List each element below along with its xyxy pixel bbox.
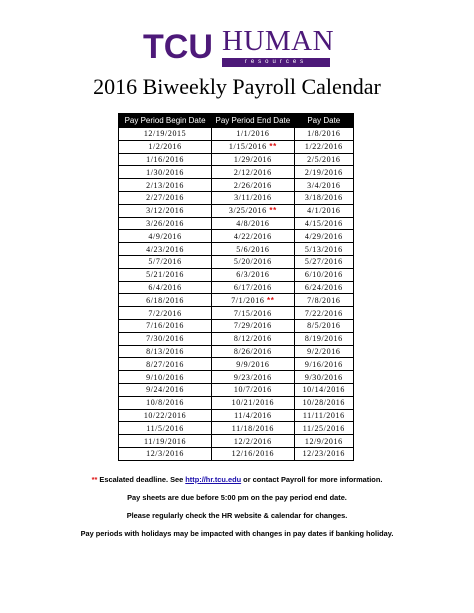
end-date-cell [212,268,295,281]
end-date-text: 10/21/2016 [231,398,275,408]
table-row [119,217,354,230]
end-date-text: 1/1/2016 [236,129,270,139]
pay-date-cell: 4/1/2016 [294,204,353,217]
begin-date-cell: 10/8/2016 [119,396,212,409]
pay-date-cell: 1/22/2016 [294,140,353,153]
end-date-text: 6/3/2016 [236,270,270,280]
footnotes [0,474,474,546]
end-date-cell [212,307,295,320]
end-date-text: 5/6/2016 [236,244,270,254]
end-date-text: 12/16/2016 [231,449,275,459]
end-date-cell [212,371,295,384]
table-row [119,179,354,192]
escalation-mark: ** [269,206,277,216]
pay-date-cell: 9/16/2016 [294,358,353,371]
table-row [119,307,354,320]
note-escalated-prefix: Escalated deadline. See [97,475,186,484]
begin-date-cell: 12/3/2016 [119,447,212,460]
begin-date-cell: 7/30/2016 [119,332,212,345]
table-header-row [119,114,354,128]
end-date-cell [212,383,295,396]
column-header-pay: Pay Date [294,114,353,128]
begin-date-cell: 6/18/2016 [119,294,212,307]
begin-date-cell: 9/24/2016 [119,383,212,396]
end-date-text: 5/20/2016 [233,257,272,267]
payroll-table [118,113,354,461]
begin-date-cell: 2/27/2016 [119,191,212,204]
end-date-text: 7/29/2016 [233,321,272,331]
table-row [119,255,354,268]
pay-date-cell: 11/11/2016 [294,409,353,422]
pay-date-cell: 12/9/2016 [294,435,353,448]
end-date-text: 4/8/2016 [236,218,270,228]
pay-date-cell: 2/5/2016 [294,153,353,166]
table-row [119,140,354,153]
end-date-text: 12/2/2016 [233,436,272,446]
table-row [119,371,354,384]
end-date-text: 10/7/2016 [233,385,272,395]
end-date-text: 3/25/2016 [228,206,267,216]
end-date-text: 11/4/2016 [234,410,272,420]
table-row [119,128,354,141]
pay-date-cell: 6/24/2016 [294,281,353,294]
end-date-text: 8/26/2016 [233,346,272,356]
end-date-text: 2/12/2016 [233,167,272,177]
pay-date-cell: 8/19/2016 [294,332,353,345]
end-date-cell [212,204,295,217]
end-date-text: 1/15/2016 [228,142,267,152]
begin-date-cell: 5/21/2016 [119,268,212,281]
end-date-text: 7/1/2016 [231,295,265,305]
pay-date-cell: 10/14/2016 [294,383,353,396]
note-escalated [0,474,474,485]
begin-date-cell: 11/5/2016 [119,422,212,435]
page-title: 2016 Biweekly Payroll Calendar [93,74,381,99]
end-date-cell [212,396,295,409]
end-date-cell [212,166,295,179]
begin-date-cell: 5/7/2016 [119,255,212,268]
table-row [119,294,354,307]
begin-date-cell: 4/23/2016 [119,243,212,256]
begin-date-cell: 1/30/2016 [119,166,212,179]
begin-date-cell: 6/4/2016 [119,281,212,294]
begin-date-cell: 9/10/2016 [119,371,212,384]
end-date-text: 4/22/2016 [233,231,272,241]
tcu-logo-text: TCU [143,28,213,62]
end-date-cell [212,191,295,204]
begin-date-cell: 2/13/2016 [119,179,212,192]
table-row [119,243,354,256]
table-row [119,396,354,409]
end-date-text: 9/9/2016 [236,359,270,369]
pay-date-cell: 8/5/2016 [294,319,353,332]
escalation-mark: ** [267,295,275,305]
pay-date-cell: 9/30/2016 [294,371,353,384]
note-holidays: Pay periods with holidays may be impacted with changes in pay dates if banking holiday. [80,529,394,538]
end-date-cell [212,294,295,307]
end-date-text: 7/15/2016 [233,308,272,318]
end-date-cell [212,345,295,358]
table-row [119,332,354,345]
end-date-text: 2/26/2016 [233,180,272,190]
end-date-cell [212,217,295,230]
pay-date-cell: 6/10/2016 [294,268,353,281]
table-row [119,230,354,243]
tcu-logo [143,28,213,62]
end-date-cell [212,358,295,371]
table-row [119,345,354,358]
end-date-cell [212,255,295,268]
end-date-cell [212,319,295,332]
table-row [119,422,354,435]
begin-date-cell: 7/2/2016 [119,307,212,320]
begin-date-cell: 12/19/2015 [119,128,212,141]
end-date-cell [212,332,295,345]
table-body [119,128,354,461]
note-escalated-suffix: or contact Payroll for more information. [241,475,383,484]
end-date-cell [212,447,295,460]
end-date-text: 8/12/2016 [233,334,272,344]
end-date-text: 9/23/2016 [233,372,272,382]
begin-date-cell: 3/12/2016 [119,204,212,217]
hr-website-link[interactable]: http://hr.tcu.edu [185,475,242,484]
escalation-mark: ** [269,142,277,152]
table-row [119,435,354,448]
table-row [119,447,354,460]
pay-date-cell: 11/25/2016 [294,422,353,435]
header [0,24,474,64]
pay-date-cell: 5/27/2016 [294,255,353,268]
table-row [119,281,354,294]
column-header-begin: Pay Period Begin Date [119,114,212,128]
note-pay-sheets: Pay sheets are due before 5:00 pm on the pay period end date. [127,493,347,502]
end-date-cell [212,179,295,192]
begin-date-cell: 8/13/2016 [119,345,212,358]
pay-date-cell: 7/8/2016 [294,294,353,307]
end-date-cell [212,422,295,435]
begin-date-cell: 11/19/2016 [119,435,212,448]
begin-date-cell: 7/16/2016 [119,319,212,332]
end-date-cell [212,128,295,141]
end-date-text: 1/29/2016 [233,154,272,164]
pay-date-cell: 3/4/2016 [294,179,353,192]
column-header-end: Pay Period End Date [212,114,295,128]
pay-date-cell: 4/15/2016 [294,217,353,230]
begin-date-cell: 3/26/2016 [119,217,212,230]
table-row [119,358,354,371]
note-check-website: Please regularly check the HR website & calendar for changes. [126,511,348,520]
pay-date-cell: 9/2/2016 [294,345,353,358]
pay-date-cell: 12/23/2016 [294,447,353,460]
end-date-cell [212,435,295,448]
pay-date-cell: 1/8/2016 [294,128,353,141]
begin-date-cell: 8/27/2016 [119,358,212,371]
human-resources-logo-word: HUMAN [222,25,335,57]
table-row [119,409,354,422]
table-row [119,319,354,332]
table-row [119,268,354,281]
end-date-text: 11/18/2016 [231,423,274,433]
end-date-cell [212,243,295,256]
end-date-cell [212,281,295,294]
table-row [119,166,354,179]
pay-date-cell: 7/22/2016 [294,307,353,320]
end-date-cell [212,140,295,153]
escalation-mark: ** [91,475,98,484]
end-date-cell [212,153,295,166]
begin-date-cell: 4/9/2016 [119,230,212,243]
begin-date-cell: 1/16/2016 [119,153,212,166]
begin-date-cell: 1/2/2016 [119,140,212,153]
table-row [119,383,354,396]
end-date-text: 6/17/2016 [233,282,272,292]
pay-date-cell: 3/18/2016 [294,191,353,204]
pay-date-cell: 5/13/2016 [294,243,353,256]
table-row [119,153,354,166]
table-row [119,191,354,204]
end-date-cell [212,409,295,422]
begin-date-cell: 10/22/2016 [119,409,212,422]
pay-date-cell: 10/28/2016 [294,396,353,409]
table-row [119,204,354,217]
resources-bar: resources [222,58,330,67]
end-date-cell [212,230,295,243]
pay-date-cell: 4/29/2016 [294,230,353,243]
pay-date-cell: 2/19/2016 [294,166,353,179]
end-date-text: 3/11/2016 [234,193,272,203]
